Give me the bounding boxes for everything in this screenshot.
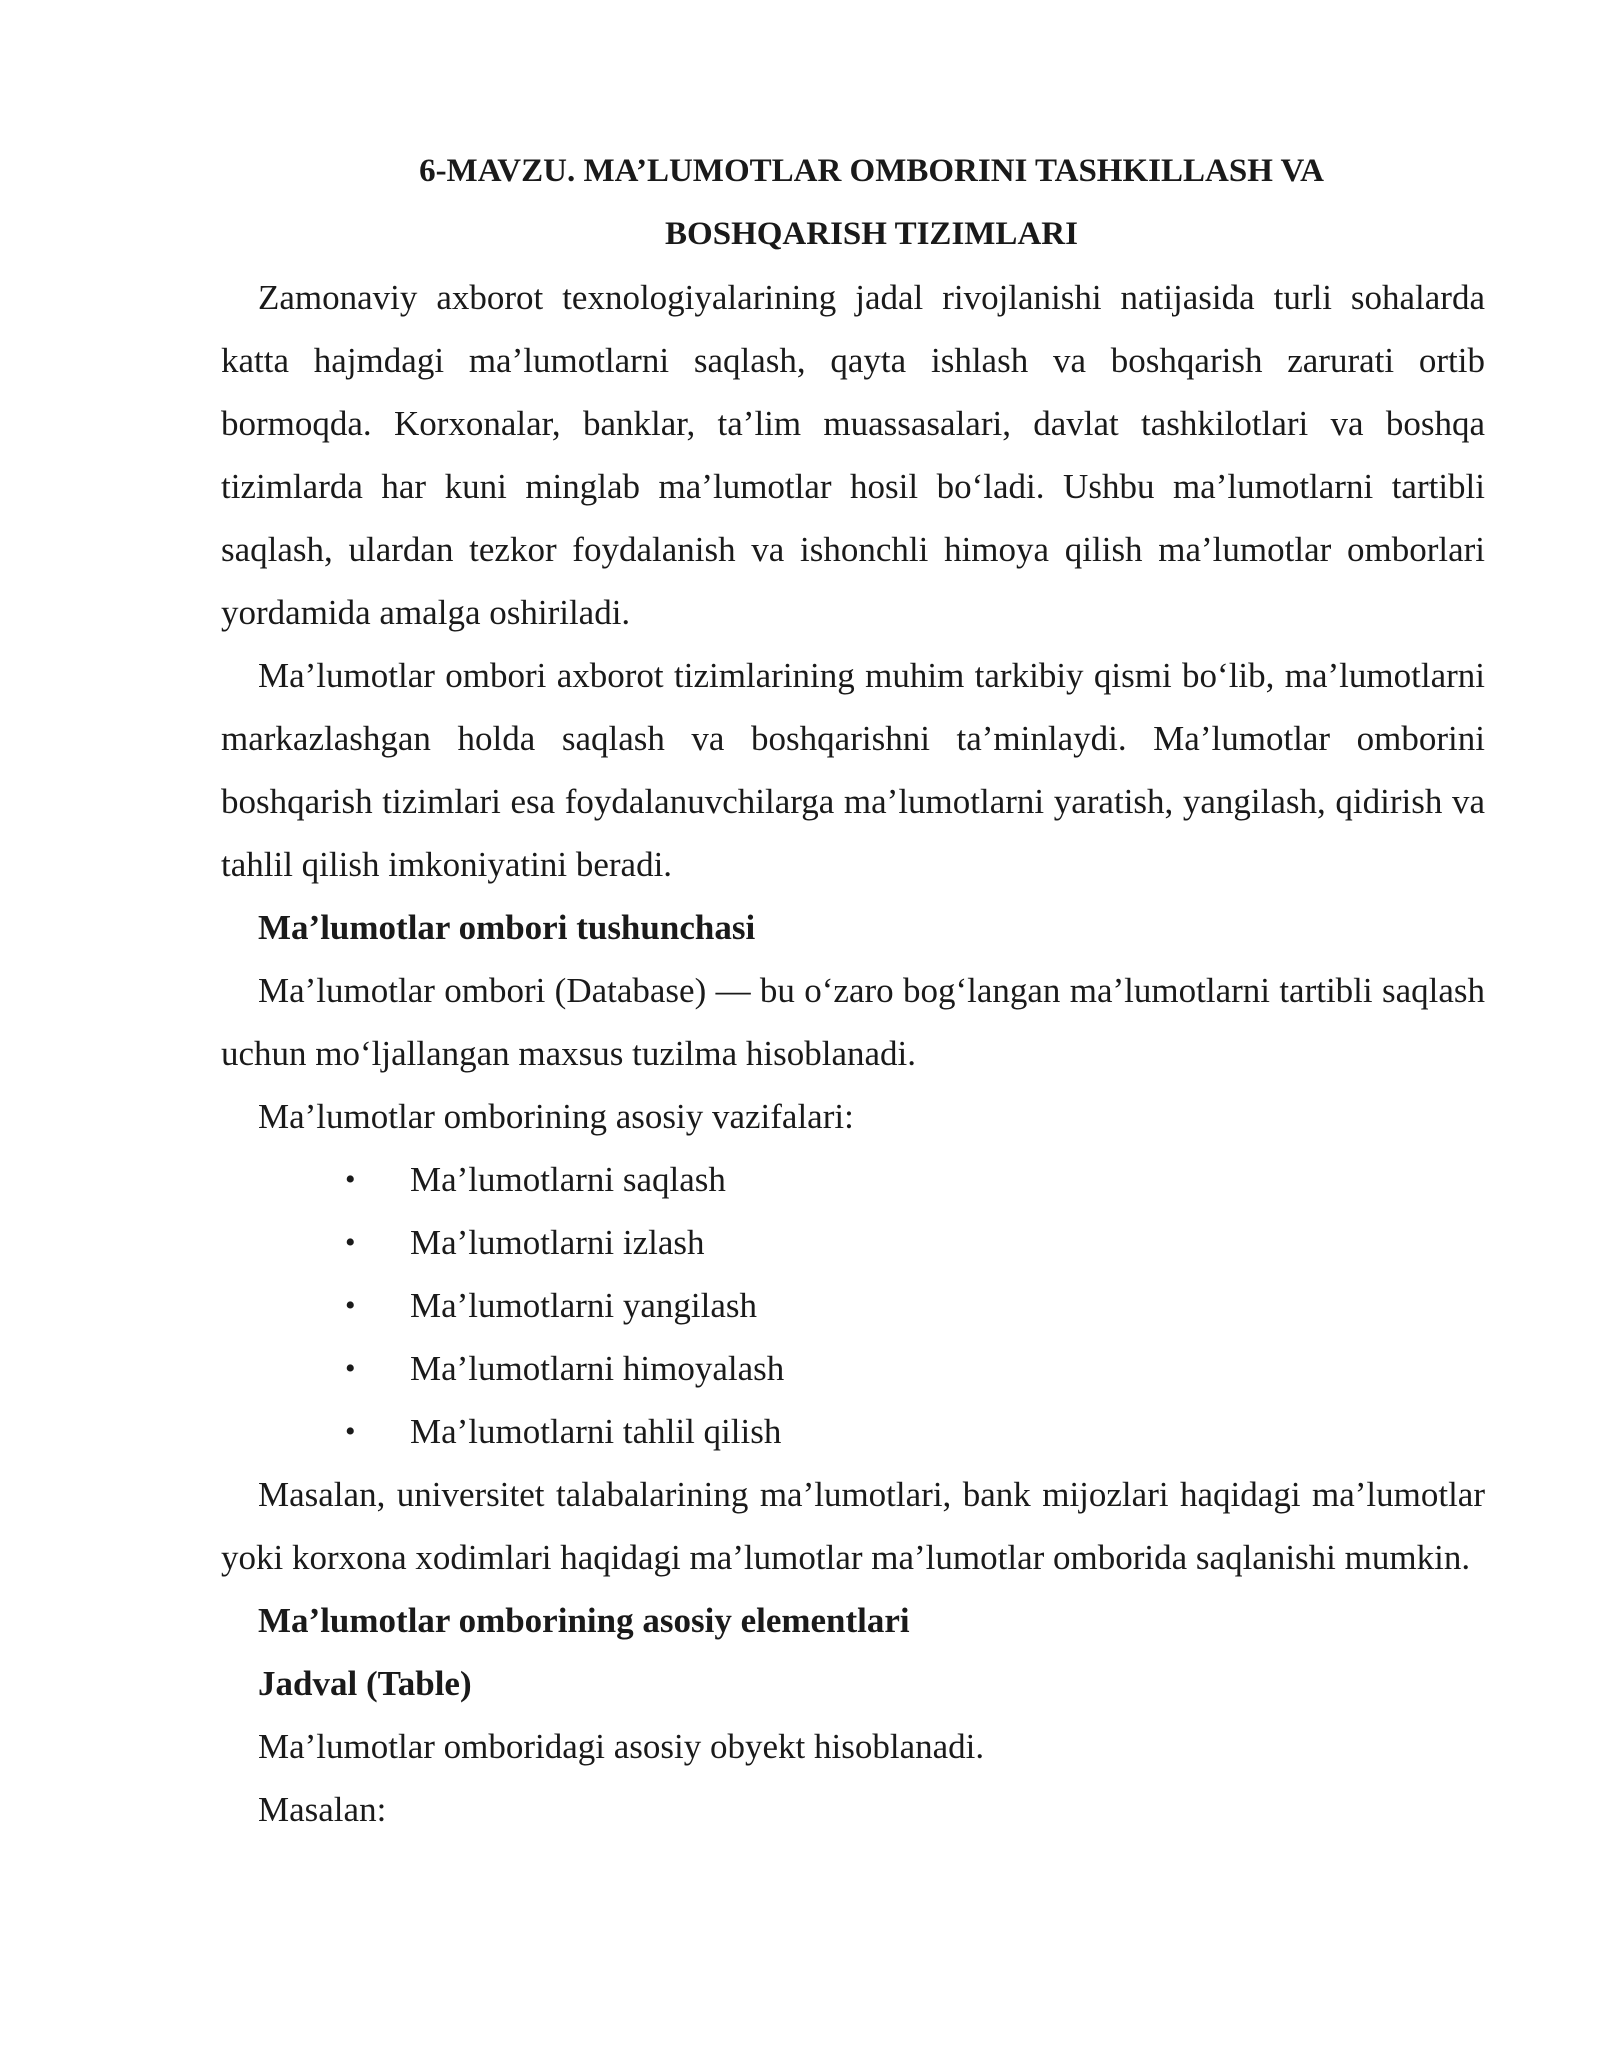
section-heading-database-concept: Ma’lumotlar ombori tushunchasi [258,908,756,947]
list-item-text: Ma’lumotlarni izlash [410,1223,705,1262]
list-item [221,1400,1485,1463]
bullet-icon: • [345,1289,356,1322]
intro-paragraph: Zamonaviy axborot texnologiyalarining jadal rivojlanishi natijasida turli sohalarda katta hajmdagi ma’lumotlarni saqlash, qayta ishlash va boshqarish zarurati ortib bormoqda. Korxonalar, banklar, ta’lim muassasalari, davlat tashkilotlari va boshqa tizimlarda har kuni minglab ma’lumotlar hosil bo‘ladi. Ushbu ma’lumotlarni tartibli saqlash, ulardan tezkor foydalanish va ishonchli himoya qilish ma’lumotlar omborlari yordamida amalga oshiriladi. [221,278,1485,632]
list-item [221,1337,1485,1400]
list-item-text: Ma’lumotlarni saqlash [410,1160,726,1199]
example-paragraph: Masalan, universitet talabalarining ma’lumotlari, bank mijozlari haqidagi ma’lumotlar yoki korxona xodimlari haqidagi ma’lumotlar ma’lumotlar omborida saqlanishi mumkin. [221,1475,1485,1577]
database-role-paragraph: Ma’lumotlar ombori axborot tizimlarining muhim tarkibiy qismi bo‘lib, ma’lumotlarni markazlashgan holda saqlash va boshqarishni ta’minlaydi. Ma’lumotlar omborini boshqarish tizimlari esa foydalanuvchilarga ma’lumotlarni yaratish, yangilash, qidirish va tahlil qilish imkoniyatini beradi. [221,656,1485,884]
list-item-text: Ma’lumotlarni tahlil qilish [410,1412,782,1451]
table-description-line: Ma’lumotlar omboridagi asosiy obyekt hisoblanadi. [258,1727,985,1766]
example-lead-line: Masalan: [258,1790,387,1829]
document-body [221,140,1485,1841]
database-definition-paragraph: Ma’lumotlar ombori (Database) — bu o‘zaro bog‘langan ma’lumotlarni tartibli saqlash uchun mo‘ljallangan maxsus tuzilma hisoblanadi. [221,971,1485,1073]
functions-intro-line: Ma’lumotlar omborining asosiy vazifalari: [258,1097,854,1136]
section-heading-database-elements: Ma’lumotlar omborining asosiy elementlari [258,1601,910,1640]
document-title-line-2: BOSHQARISH TIZIMLARI [665,216,1078,252]
bullet-icon: • [345,1415,356,1448]
list-item-text: Ma’lumotlarni yangilash [410,1286,758,1325]
bullet-icon: • [345,1163,356,1196]
bullet-icon: • [345,1226,356,1259]
list-item [221,1274,1485,1337]
bullet-icon: • [345,1352,356,1385]
functions-list [221,1148,1485,1463]
list-item [221,1148,1485,1211]
list-item [221,1211,1485,1274]
list-item-text: Ma’lumotlarni himoyalash [410,1349,785,1388]
subheading-table: Jadval (Table) [258,1664,472,1703]
document-title-line-1: 6-MAVZU. MA’LUMOTLAR OMBORINI TASHKILLASH VA [419,153,1324,189]
